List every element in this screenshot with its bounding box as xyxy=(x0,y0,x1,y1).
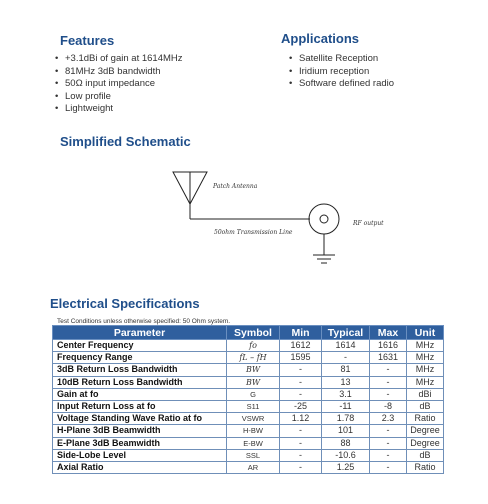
patch-antenna-label: Patch Antenna xyxy=(213,183,258,190)
typical-cell: -11 xyxy=(322,400,370,412)
symbol-cell: fL – fH xyxy=(227,352,280,364)
symbol-cell: G xyxy=(227,388,280,400)
list-item: • 81MHz 3dB bandwidth xyxy=(53,66,183,79)
electrical-spec-table xyxy=(52,325,444,474)
min-cell: - xyxy=(280,388,322,400)
table-row xyxy=(53,449,444,461)
max-cell: - xyxy=(370,388,407,400)
table-row xyxy=(53,388,444,400)
symbol-cell: E-BW xyxy=(227,437,280,449)
parameter-cell: 3dB Return Loss Bandwidth xyxy=(53,364,227,376)
max-cell: - xyxy=(370,461,407,473)
list-item: • +3.1dBi of gain at 1614MHz xyxy=(53,53,183,66)
unit-cell: MHz xyxy=(407,340,444,352)
max-cell: - xyxy=(370,437,407,449)
unit-cell: dBi xyxy=(407,388,444,400)
parameter-cell: E-Plane 3dB Beamwidth xyxy=(53,437,227,449)
min-cell: 1.12 xyxy=(280,413,322,425)
column-header: Max xyxy=(370,326,407,340)
column-header: Min xyxy=(280,326,322,340)
min-cell: - xyxy=(280,461,322,473)
unit-cell: MHz xyxy=(407,376,444,388)
symbol-cell: BW xyxy=(227,376,280,388)
table-row xyxy=(53,376,444,388)
symbol-cell: H-BW xyxy=(227,425,280,437)
unit-cell: Degree xyxy=(407,437,444,449)
typical-cell: 88 xyxy=(322,437,370,449)
symbol-cell: AR xyxy=(227,461,280,473)
transmission-line-label: 50ohm Transmission Line xyxy=(214,229,293,236)
symbol-cell: SSL xyxy=(227,449,280,461)
typical-cell: 3.1 xyxy=(322,388,370,400)
symbol-cell: BW xyxy=(227,364,280,376)
symbol-cell: fo xyxy=(227,340,280,352)
unit-cell: Ratio xyxy=(407,413,444,425)
table-row xyxy=(53,340,444,352)
test-conditions-note: Test Conditions unless otherwise specified: 50 Ohm system. xyxy=(57,318,231,325)
max-cell: - xyxy=(370,376,407,388)
rf-connector-outer xyxy=(309,204,339,234)
typical-cell: 1614 xyxy=(322,340,370,352)
column-header: Typical xyxy=(322,326,370,340)
parameter-cell: Input Return Loss at fo xyxy=(53,400,227,412)
table-row xyxy=(53,461,444,473)
table-row xyxy=(53,400,444,412)
column-header: Symbol xyxy=(227,326,280,340)
typical-cell: - xyxy=(322,352,370,364)
typical-cell: 101 xyxy=(322,425,370,437)
applications-list xyxy=(287,53,394,91)
parameter-cell: Axial Ratio xyxy=(53,461,227,473)
table-row xyxy=(53,425,444,437)
parameter-cell: Gain at fo xyxy=(53,388,227,400)
typical-cell: 1.25 xyxy=(322,461,370,473)
max-cell: - xyxy=(370,425,407,437)
column-header: Unit xyxy=(407,326,444,340)
electrical-heading: Electrical Specifications xyxy=(50,296,200,311)
parameter-cell: Voltage Standing Wave Ratio at fo xyxy=(53,413,227,425)
list-item: • Iridium reception xyxy=(287,66,394,79)
min-cell: 1595 xyxy=(280,352,322,364)
list-item: • Software defined radio xyxy=(287,78,394,91)
unit-cell: MHz xyxy=(407,364,444,376)
parameter-cell: H-Plane 3dB Beamwidth xyxy=(53,425,227,437)
parameter-cell: 10dB Return Loss Bandwidth xyxy=(53,376,227,388)
unit-cell: Degree xyxy=(407,425,444,437)
unit-cell: MHz xyxy=(407,352,444,364)
rf-output-label: RF output xyxy=(353,220,384,227)
max-cell: 1616 xyxy=(370,340,407,352)
symbol-cell: S11 xyxy=(227,400,280,412)
typical-cell: 81 xyxy=(322,364,370,376)
parameter-cell: Side-Lobe Level xyxy=(53,449,227,461)
antenna-schematic xyxy=(168,168,398,278)
max-cell: - xyxy=(370,364,407,376)
min-cell: - xyxy=(280,376,322,388)
list-item: • Low profile xyxy=(53,91,183,104)
min-cell: - xyxy=(280,437,322,449)
column-header: Parameter xyxy=(53,326,227,340)
table-header-row xyxy=(53,326,444,340)
features-heading: Features xyxy=(60,33,115,48)
features-list xyxy=(53,53,183,116)
applications-heading: Applications xyxy=(281,31,360,46)
max-cell: - xyxy=(370,449,407,461)
min-cell: - xyxy=(280,425,322,437)
list-item: • 50Ω input impedance xyxy=(53,78,183,91)
min-cell: -25 xyxy=(280,400,322,412)
min-cell: 1612 xyxy=(280,340,322,352)
min-cell: - xyxy=(280,449,322,461)
table-row xyxy=(53,413,444,425)
typical-cell: 13 xyxy=(322,376,370,388)
unit-cell: dB xyxy=(407,449,444,461)
parameter-cell: Center Frequency xyxy=(53,340,227,352)
table-row xyxy=(53,364,444,376)
parameter-cell: Frequency Range xyxy=(53,352,227,364)
list-item: • Satellite Reception xyxy=(287,53,394,66)
unit-cell: dB xyxy=(407,400,444,412)
rf-connector-inner xyxy=(320,215,328,223)
unit-cell: Ratio xyxy=(407,461,444,473)
typical-cell: -10.6 xyxy=(322,449,370,461)
min-cell: - xyxy=(280,364,322,376)
typical-cell: 1.78 xyxy=(322,413,370,425)
table-row xyxy=(53,437,444,449)
list-item: • Lightweight xyxy=(53,103,183,116)
max-cell: -8 xyxy=(370,400,407,412)
schematic-heading: Simplified Schematic xyxy=(60,134,191,149)
max-cell: 2.3 xyxy=(370,413,407,425)
symbol-cell: VSWR xyxy=(227,413,280,425)
table-row xyxy=(53,352,444,364)
max-cell: 1631 xyxy=(370,352,407,364)
